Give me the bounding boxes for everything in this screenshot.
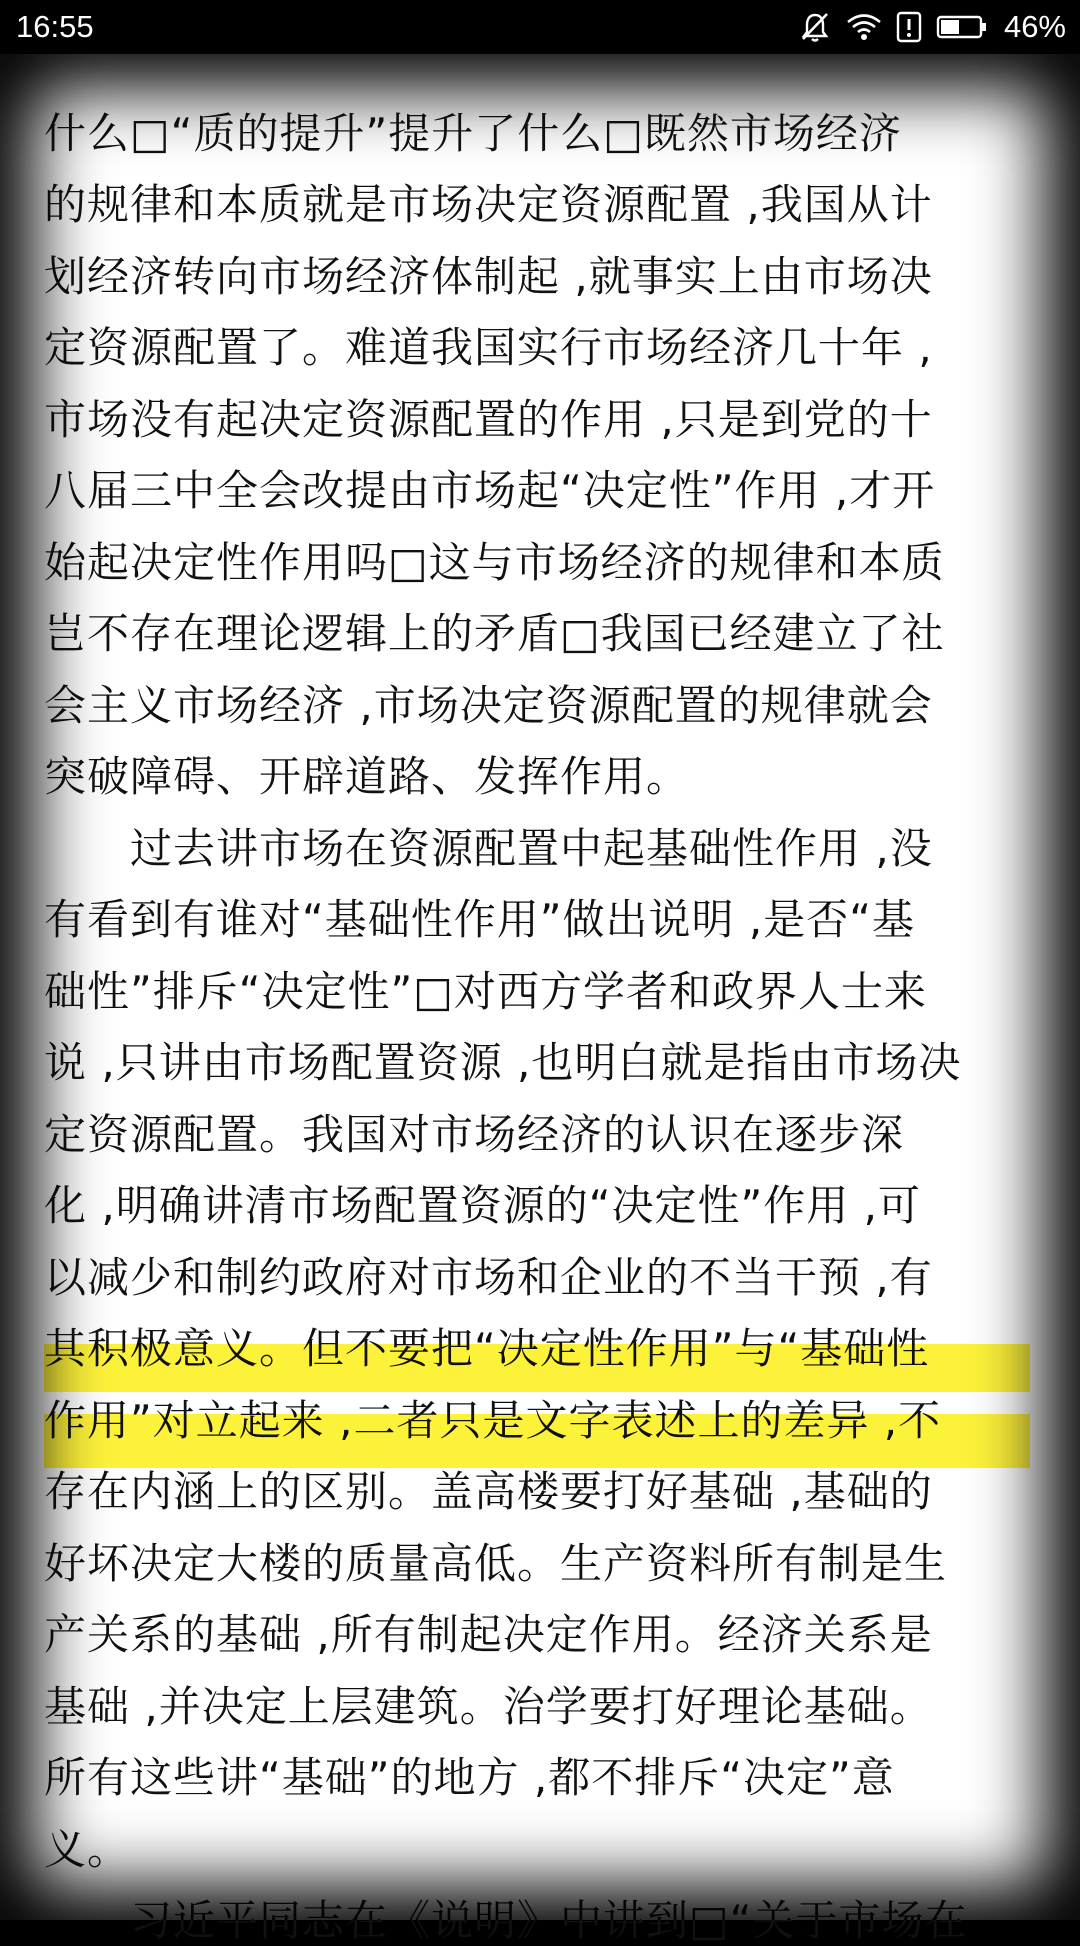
status-icons xyxy=(798,9,1066,45)
text-line: 市场没有起决定资源配置的作用 ,只是到党的十 xyxy=(44,395,933,444)
text-line: 始起决定性作用吗□这与市场经济的规律和本质 xyxy=(44,538,945,587)
status-time: 16:55 xyxy=(16,9,94,44)
text-line: 八届三中全会改提由市场起“决定性”作用 ,才开 xyxy=(44,466,936,515)
mute-icon xyxy=(798,10,832,44)
text-line: 定资源配置。我国对市场经济的认识在逐步深 xyxy=(44,1110,905,1159)
text-line: 存在内涵上的区别。盖高楼要打好基础 ,基础的 xyxy=(44,1467,933,1516)
text-line: 的规律和本质就是市场决定资源配置 ,我国从计 xyxy=(44,180,933,229)
text-line: 突破障碍、开辟道路、发挥作用。 xyxy=(44,752,690,801)
text-line: 定资源配置了。难道我国实行市场经济几十年 , xyxy=(44,323,933,372)
text-line: 会主义市场经济 ,市场决定资源配置的规律就会 xyxy=(44,681,933,730)
text-line: 有看到有谁对“基础性作用”做出说明 ,是否“基 xyxy=(44,895,915,944)
text-line: 习近平同志在《说明》中讲到□“关于市场在 xyxy=(44,1896,968,1945)
text-line: 好坏决定大楼的质量高低。生产资料所有制是生 xyxy=(44,1539,948,1588)
wifi-icon xyxy=(846,12,882,42)
text-line: 以减少和制约政府对市场和企业的不当干预 ,有 xyxy=(44,1253,933,1302)
text-line: 什么□“质的提升”提升了什么□既然市场经济 xyxy=(44,109,902,158)
text-line: 义。 xyxy=(44,1825,131,1874)
battery-icon xyxy=(936,14,988,40)
text-line: 础性”排斥“决定性”□对西方学者和政界人士来 xyxy=(44,967,927,1016)
text-line: 基础 ,并决定上层建筑。治学要打好理论基础。 xyxy=(44,1682,933,1731)
text-line: 化 ,明确讲清市场配置资源的“决定性”作用 ,可 xyxy=(44,1181,921,1230)
status-bar xyxy=(0,0,1080,54)
text-line: 划经济转向市场经济体制起 ,就事实上由市场决 xyxy=(44,252,933,301)
reader-page[interactable] xyxy=(0,54,1080,1945)
text-line: 其积极意义。但不要把“决定性作用”与“基础性 xyxy=(44,1324,930,1373)
text-line: 岂不存在理论逻辑上的矛盾□我国已经建立了社 xyxy=(44,609,945,658)
battery-percent: 46% xyxy=(1003,9,1066,44)
text-line: 产关系的基础 ,所有制起决定作用。经济关系是 xyxy=(44,1610,933,1659)
text-line: 所有这些讲“基础”的地方 ,都不排斥“决定”意 xyxy=(44,1753,895,1802)
text-line: 说 ,只讲由市场配置资源 ,也明白就是指由市场决 xyxy=(44,1038,962,1087)
text-line: 作用”对立起来 ,二者只是文字表述上的差异 ,不 xyxy=(44,1396,942,1445)
alert-icon xyxy=(896,11,922,43)
text-line: 过去讲市场在资源配置中起基础性作用 ,没 xyxy=(44,824,933,873)
